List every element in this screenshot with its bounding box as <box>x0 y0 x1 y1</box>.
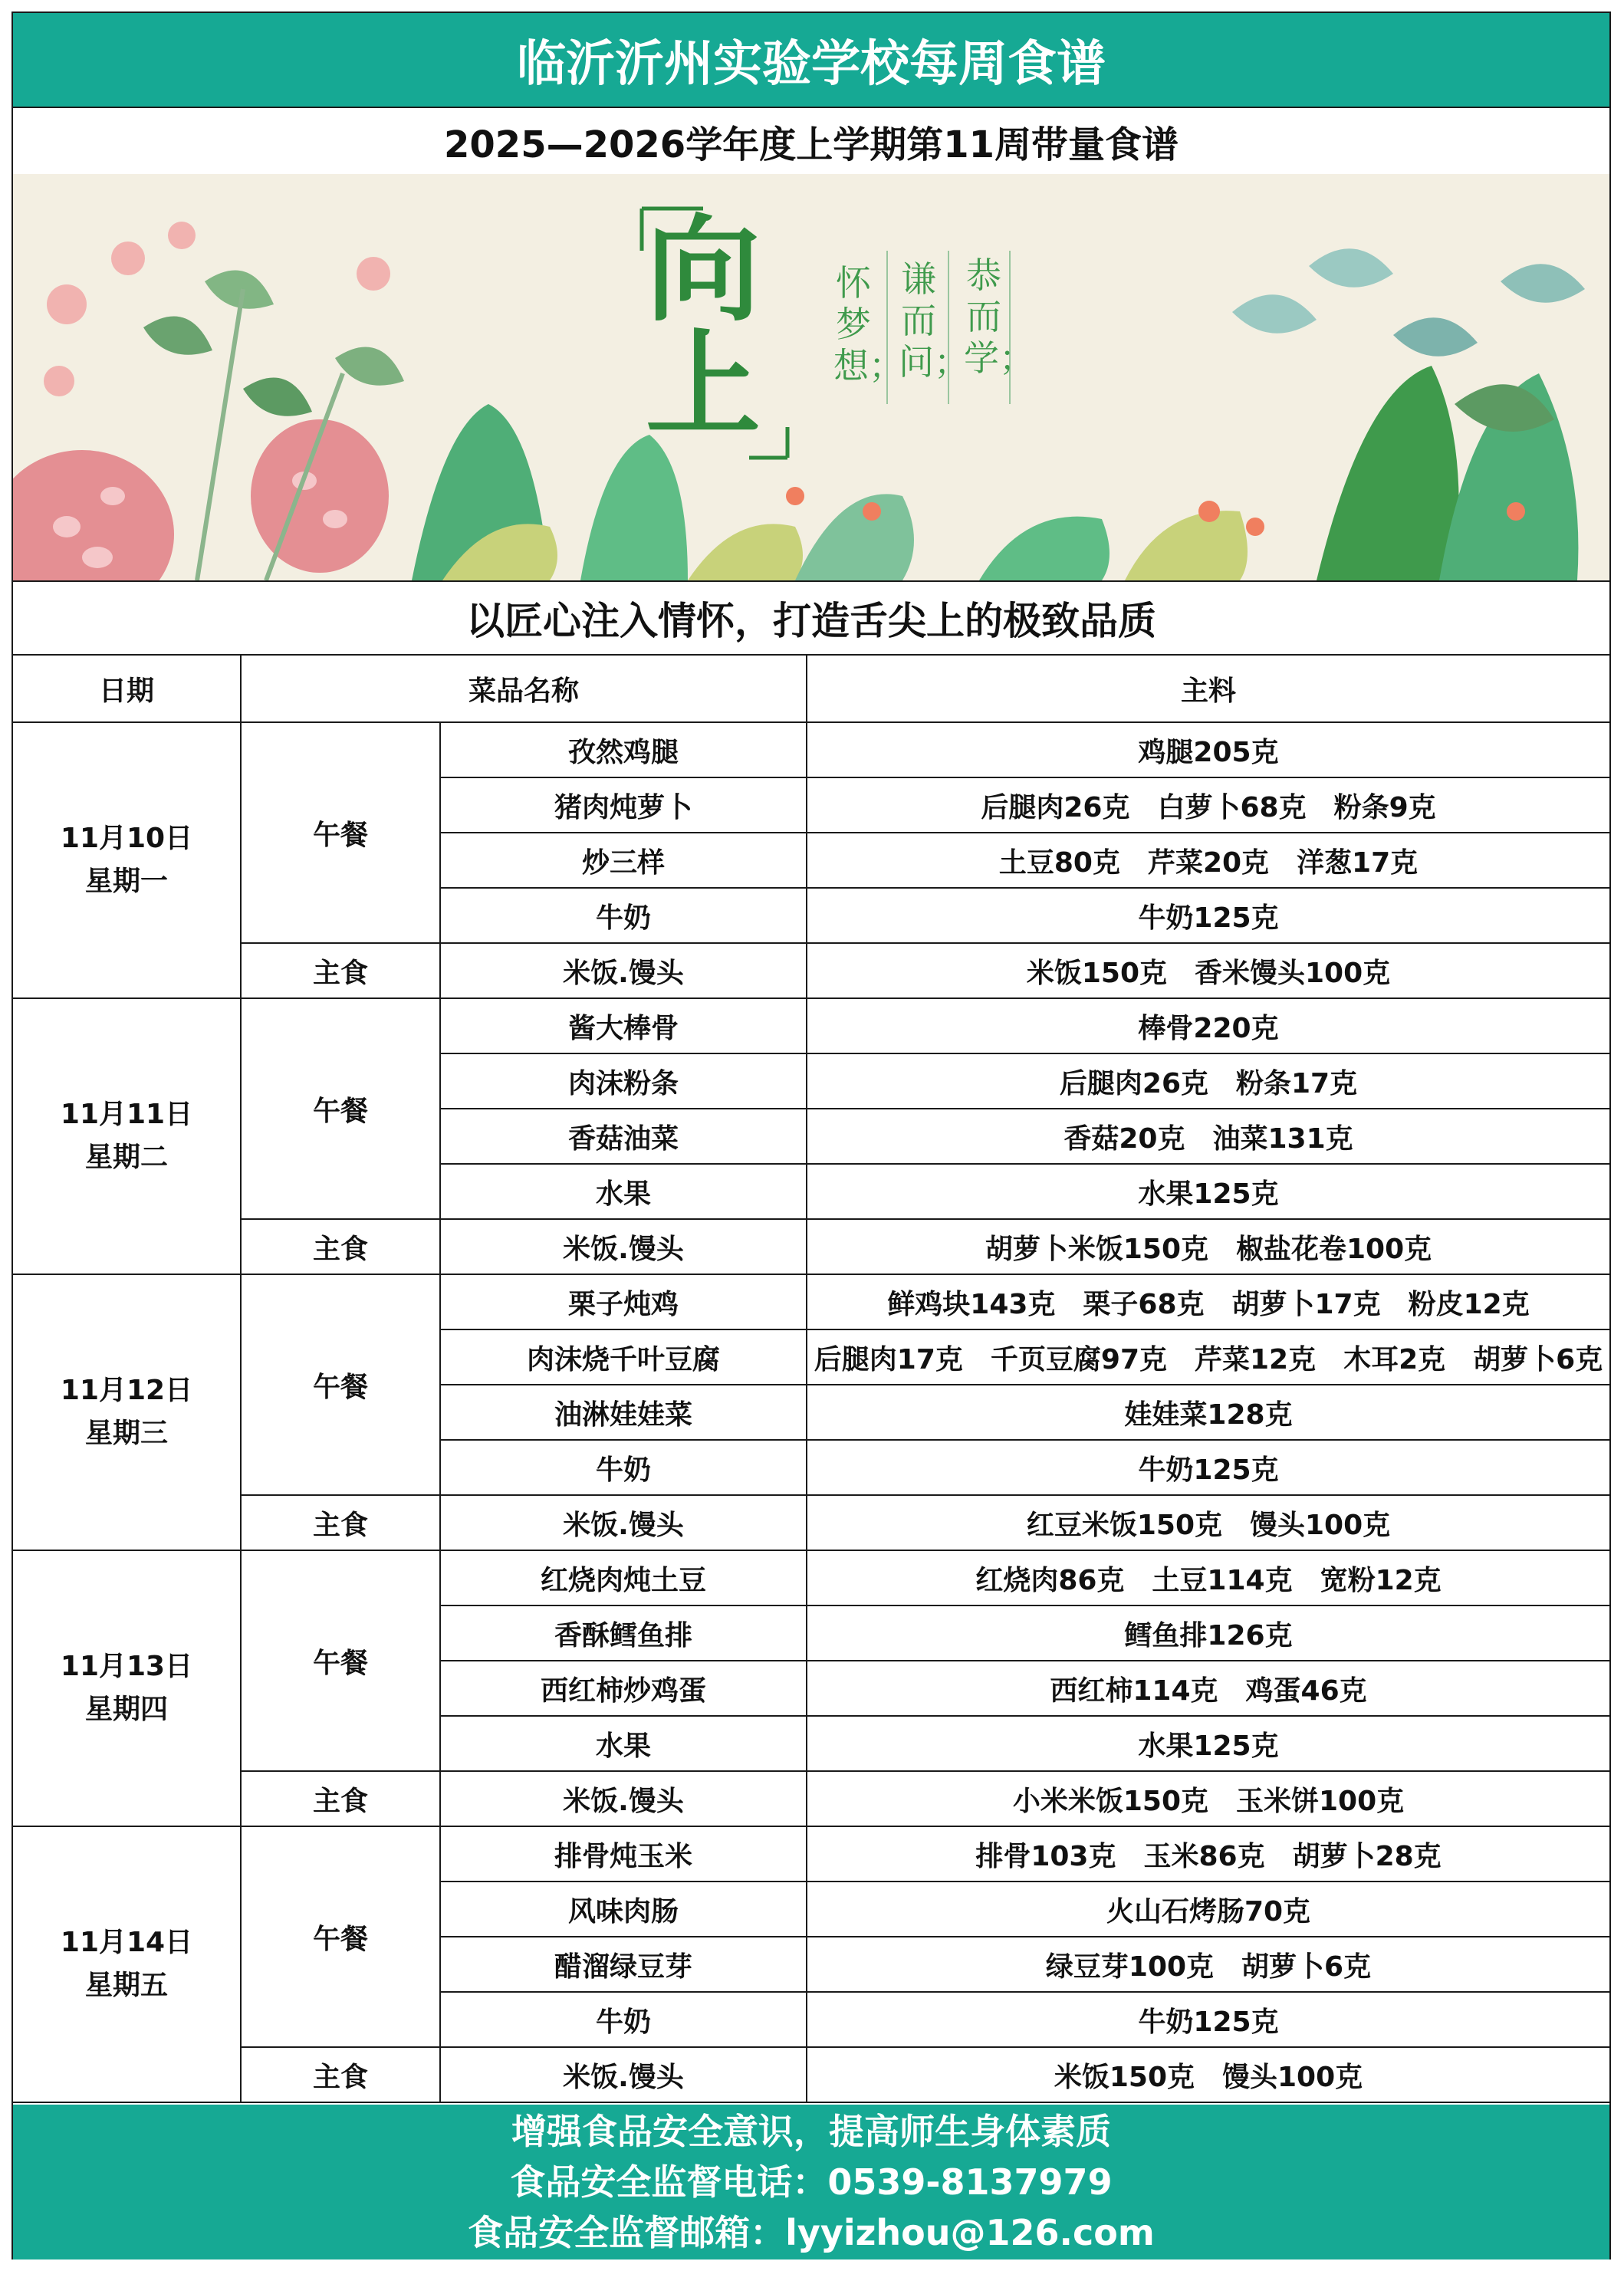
decorative-banner <box>13 174 1609 582</box>
dish-ingredients: 排骨103克 玉米86克 胡萝卜28克 <box>807 1827 1609 1882</box>
dish-ingredients: 土豆80克 芹菜20克 洋葱17克 <box>807 833 1609 889</box>
dish-name: 炒三样 <box>441 833 807 889</box>
dish-name: 牛奶 <box>441 889 807 944</box>
weekday-text: 星期三 <box>84 1418 168 1449</box>
dish-ingredients: 牛奶125克 <box>807 889 1609 944</box>
dish-name: 酱大棒骨 <box>441 999 807 1054</box>
dish-ingredients: 鳕鱼排126克 <box>807 1606 1609 1661</box>
date-text: 11月11日 <box>60 1099 193 1130</box>
header-date: 日期 <box>13 656 242 723</box>
footer <box>13 2105 1609 2259</box>
meal-label-lunch: 午餐 <box>242 1275 441 1496</box>
staple-name: 米饭.馒头 <box>441 1220 807 1275</box>
dish-ingredients: 红烧肉86克 土豆114克 宽粉12克 <box>807 1551 1609 1606</box>
dish-ingredients: 鲜鸡块143克 栗子68克 胡萝卜17克 粉皮12克 <box>807 1275 1609 1330</box>
meal-label-staple: 主食 <box>242 1496 441 1551</box>
dish-ingredients: 西红柿114克 鸡蛋46克 <box>807 1661 1609 1717</box>
footer-motto: 增强食品安全意识，提高师生身体素质 <box>511 2111 1111 2152</box>
date-text: 11月14日 <box>60 1927 193 1958</box>
page-title: 临沂沂州实验学校每周食谱 <box>13 13 1609 108</box>
meal-label-lunch: 午餐 <box>242 1551 441 1772</box>
staple-ingredients: 红豆米饭150克 馒头100克 <box>807 1496 1609 1551</box>
staple-name: 米饭.馒头 <box>441 2048 807 2103</box>
banner-motto-col: 谦而问； <box>899 258 969 383</box>
dish-name: 排骨炖玉米 <box>441 1827 807 1882</box>
header-ingredients: 主料 <box>807 656 1609 723</box>
dish-name: 肉沫粉条 <box>441 1054 807 1109</box>
date-cell <box>13 999 242 1275</box>
date-cell <box>13 723 242 999</box>
dish-name: 栗子炖鸡 <box>441 1275 807 1330</box>
weekday-text: 星期一 <box>84 866 168 897</box>
meal-label-staple: 主食 <box>242 944 441 999</box>
dish-name: 油淋娃娃菜 <box>441 1385 807 1441</box>
meal-label-lunch: 午餐 <box>242 723 441 944</box>
banner-headline-char: 向 <box>646 202 761 337</box>
dish-name: 水果 <box>441 1165 807 1220</box>
dish-name: 香酥鳕鱼排 <box>441 1606 807 1661</box>
slogan: 以匠心注入情怀，打造舌尖上的极致品质 <box>13 582 1609 656</box>
date-text: 11月12日 <box>60 1375 193 1406</box>
dish-name: 风味肉肠 <box>441 1882 807 1937</box>
dish-ingredients: 水果125克 <box>807 1717 1609 1772</box>
banner-motto-col: 怀梦想； <box>833 262 904 386</box>
dish-ingredients: 鸡腿205克 <box>807 723 1609 778</box>
dish-ingredients: 娃娃菜128克 <box>807 1385 1609 1441</box>
dish-ingredients: 香菇20克 油菜131克 <box>807 1109 1609 1165</box>
staple-ingredients: 米饭150克 馒头100克 <box>807 2048 1609 2103</box>
banner-headline-char: 上 <box>646 317 761 452</box>
staple-ingredients: 胡萝卜米饭150克 椒盐花卷100克 <box>807 1220 1609 1275</box>
dish-ingredients: 牛奶125克 <box>807 1993 1609 2048</box>
weekday-text: 星期五 <box>84 1970 168 2001</box>
dish-ingredients: 后腿肉17克 千页豆腐97克 芹菜12克 木耳2克 胡萝卜6克 <box>807 1330 1609 1385</box>
banner-motto-col: 恭而学； <box>964 255 1034 379</box>
date-text: 11月13日 <box>60 1651 193 1682</box>
meal-label-staple: 主食 <box>242 1220 441 1275</box>
dish-ingredients: 火山石烤肠70克 <box>807 1882 1609 1937</box>
meal-label-lunch: 午餐 <box>242 1827 441 2048</box>
dish-name: 醋溜绿豆芽 <box>441 1937 807 1993</box>
staple-ingredients: 米饭150克 香米馒头100克 <box>807 944 1609 999</box>
meal-label-staple: 主食 <box>242 2048 441 2103</box>
date-cell <box>13 1827 242 2103</box>
weekday-text: 星期二 <box>84 1142 168 1173</box>
date-text: 11月10日 <box>60 823 193 854</box>
dish-name: 牛奶 <box>441 1441 807 1496</box>
dish-ingredients: 后腿肉26克 白萝卜68克 粉条9克 <box>807 778 1609 833</box>
date-cell <box>13 1275 242 1551</box>
dish-ingredients: 水果125克 <box>807 1165 1609 1220</box>
meal-label-staple: 主食 <box>242 1772 441 1827</box>
meal-label-lunch: 午餐 <box>242 999 441 1220</box>
dish-name: 水果 <box>441 1717 807 1772</box>
dish-name: 牛奶 <box>441 1993 807 2048</box>
banner-illustration <box>13 174 1609 580</box>
staple-name: 米饭.馒头 <box>441 1772 807 1827</box>
header-dish: 菜品名称 <box>242 656 807 723</box>
dish-name: 西红柿炒鸡蛋 <box>441 1661 807 1717</box>
dish-name: 红烧肉炖土豆 <box>441 1551 807 1606</box>
staple-ingredients: 小米米饭150克 玉米饼100克 <box>807 1772 1609 1827</box>
dish-name: 孜然鸡腿 <box>441 723 807 778</box>
dish-name: 猪肉炖萝卜 <box>441 778 807 833</box>
dish-ingredients: 牛奶125克 <box>807 1441 1609 1496</box>
menu-page <box>12 12 1611 2259</box>
footer-phone: 食品安全监督电话：0539-8137979 <box>510 2161 1113 2203</box>
date-cell <box>13 1551 242 1827</box>
dish-name: 肉沫烧千叶豆腐 <box>441 1330 807 1385</box>
footer-email: 食品安全监督邮箱：lyyizhou@126.com <box>468 2212 1155 2253</box>
dish-ingredients: 后腿肉26克 粉条17克 <box>807 1054 1609 1109</box>
weekday-text: 星期四 <box>84 1694 168 1725</box>
dish-name: 香菇油菜 <box>441 1109 807 1165</box>
menu-table <box>13 656 1609 2105</box>
dish-ingredients: 棒骨220克 <box>807 999 1609 1054</box>
staple-name: 米饭.馒头 <box>441 944 807 999</box>
menu-subtitle: 2025—2026学年度上学期第11周带量食谱 <box>444 123 1179 166</box>
dish-ingredients: 绿豆芽100克 胡萝卜6克 <box>807 1937 1609 1993</box>
staple-name: 米饭.馒头 <box>441 1496 807 1551</box>
